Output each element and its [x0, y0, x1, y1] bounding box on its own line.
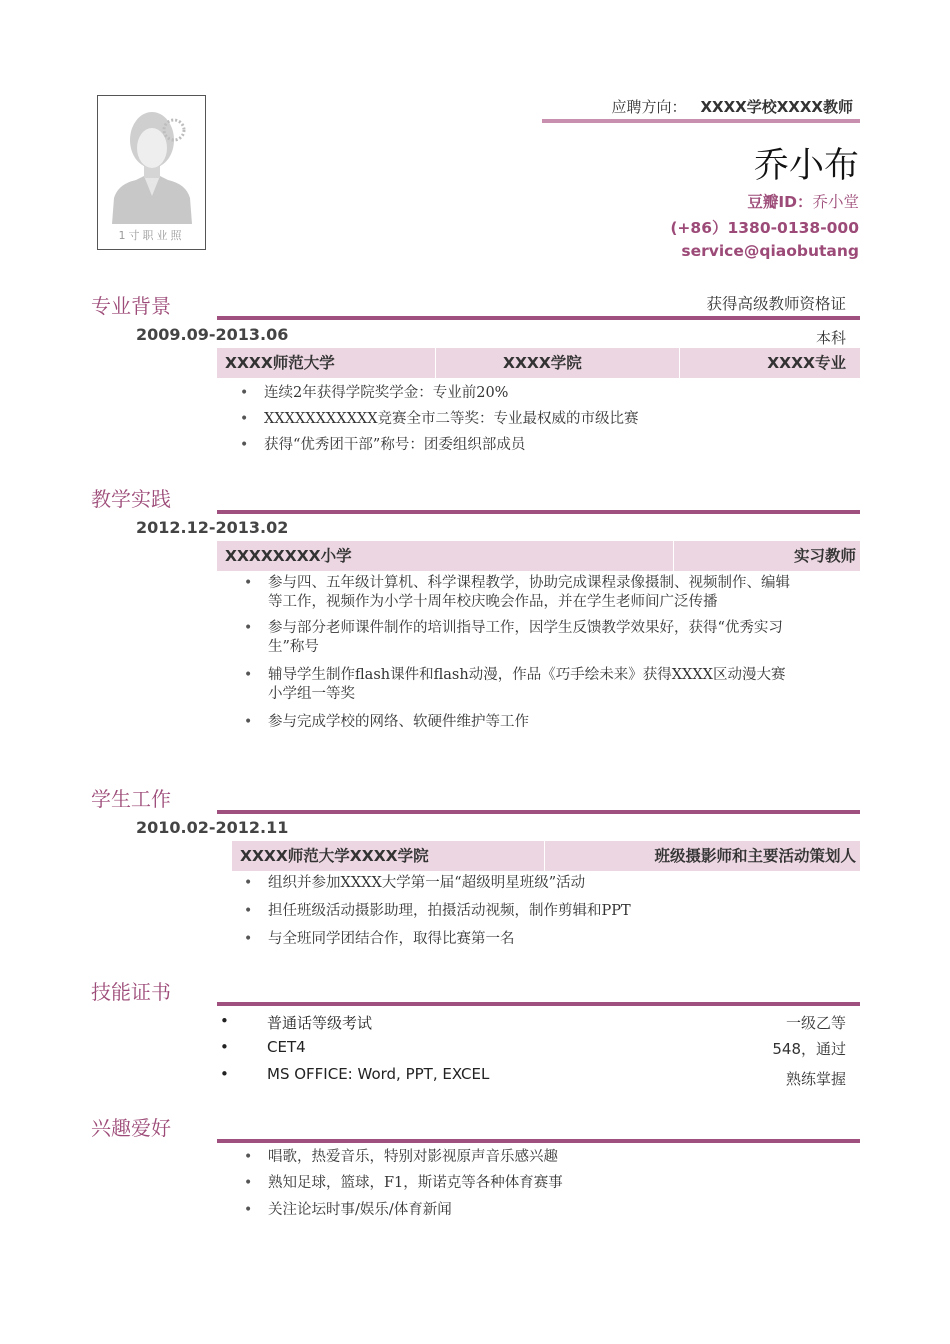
education-list: [238, 384, 798, 455]
section-divider: [217, 1002, 860, 1006]
email-address: service@qiaobutang: [681, 242, 859, 260]
list-item: • 组织并参加XXXX大学第一届“超级明星班级”活动: [242, 874, 798, 893]
list-item: • 辅导学生制作flash课件和flash动漫，作品《巧手绘未来》获得XXXX区动漫大赛小学组一等奖: [242, 666, 798, 704]
list-item: • 与全班同学团结合作，取得比赛第一名: [242, 930, 798, 949]
teaching-date: 2012.12-2013.02: [136, 518, 289, 537]
douban-label: 豆瓣ID：: [747, 193, 813, 211]
list-item: • 连续2年获得学院奖学金：专业前20%: [238, 384, 798, 403]
section-divider: [217, 510, 860, 514]
education-bar: [217, 348, 860, 378]
skill-value: 熟练掌握: [785, 1070, 846, 1088]
photo-label: 1寸职业照: [118, 229, 185, 242]
section-title-teaching: 教学实践: [91, 487, 171, 511]
school-name: XXXX师范大学: [225, 354, 335, 372]
section-title-skills: 技能证书: [91, 980, 171, 1004]
section-title-education: 专业背景: [91, 294, 171, 318]
teaching-role: 实习教师: [793, 547, 856, 565]
hobbies-list: [242, 1148, 798, 1220]
college-name: XXXX学院: [503, 354, 582, 372]
skill-value: 548，通过: [772, 1040, 846, 1058]
list-item: • 唱歌，热爱音乐，特别对影视原声音乐感兴趣: [242, 1148, 798, 1167]
teaching-list: [242, 574, 798, 732]
douban-id: [747, 190, 859, 212]
bar-divider: [673, 541, 674, 571]
list-item: • 参与四、五年级计算机、科学课程教学，协助完成课程录像摄制、视频制作、编辑等工作，视频作为小学十周年校庆晚会作品，并在学生老师间广泛传播: [242, 574, 798, 612]
phone-number: (+86）1380-0138-000: [670, 219, 859, 237]
candidate-name: 乔小布: [753, 146, 859, 186]
avatar-placeholder-icon: [102, 100, 202, 228]
section-divider: [217, 1139, 860, 1143]
section-divider: [217, 316, 860, 320]
list-item: • 参与部分老师课件制作的培训指导工作，因学生反馈教学效果好，获得“优秀实习生”称号: [242, 619, 798, 657]
student-work-org: XXXX师范大学XXXX学院: [240, 847, 429, 865]
job-target-value: XXXX学校XXXX教师: [700, 98, 853, 116]
list-item: • 熟知足球，篮球，F1，斯诺克等各种体育赛事: [242, 1174, 798, 1193]
skill-row: [217, 1012, 860, 1032]
job-target-label: 应聘方向：: [611, 98, 687, 116]
education-degree: 本科: [815, 329, 846, 347]
profile-photo: [97, 95, 206, 250]
section-title-student-work: 学生工作: [91, 787, 171, 811]
job-target-underline: [542, 119, 860, 123]
list-item: • XXXXXXXXXXX竞赛全市二等奖：专业最权威的市级比赛: [238, 410, 798, 429]
student-work-role: 班级摄影师和主要活动策划人: [654, 847, 856, 865]
section-title-hobbies: 兴趣爱好: [91, 1116, 171, 1140]
douban-value: 乔小堂: [812, 193, 859, 211]
student-work-list: [242, 874, 798, 949]
teaching-bar: [217, 541, 860, 571]
skill-value: 一级乙等: [785, 1014, 846, 1032]
student-work-date: 2010.02-2012.11: [136, 818, 289, 837]
section-divider: [217, 810, 860, 814]
list-item: • 获得“优秀团干部”称号：团委组织部成员: [238, 436, 798, 455]
education-certificate: 获得高级教师资格证: [706, 295, 846, 313]
skill-name: CET4: [267, 1038, 306, 1056]
bar-divider: [679, 348, 680, 378]
major-name: XXXX专业: [767, 354, 846, 372]
bar-divider: [435, 348, 436, 378]
job-target: [611, 96, 853, 117]
list-item: • 关注论坛时事/娱乐/体育新闻: [242, 1201, 798, 1220]
skill-row: [217, 1065, 860, 1088]
education-date: 2009.09-2013.06: [136, 325, 289, 344]
skill-name: MS OFFICE: Word, PPT, EXCEL: [267, 1065, 490, 1083]
list-item: • 参与完成学校的网络、软硬件维护等工作: [242, 713, 798, 732]
bar-divider: [544, 841, 545, 871]
skill-row: [217, 1038, 860, 1058]
teaching-org: XXXXXXXX小学: [225, 547, 352, 565]
list-item: • 担任班级活动摄影助理，拍摄活动视频，制作剪辑和PPT: [242, 902, 798, 921]
skill-name: 普通话等级考试: [267, 1014, 373, 1032]
student-work-bar: [232, 841, 860, 871]
